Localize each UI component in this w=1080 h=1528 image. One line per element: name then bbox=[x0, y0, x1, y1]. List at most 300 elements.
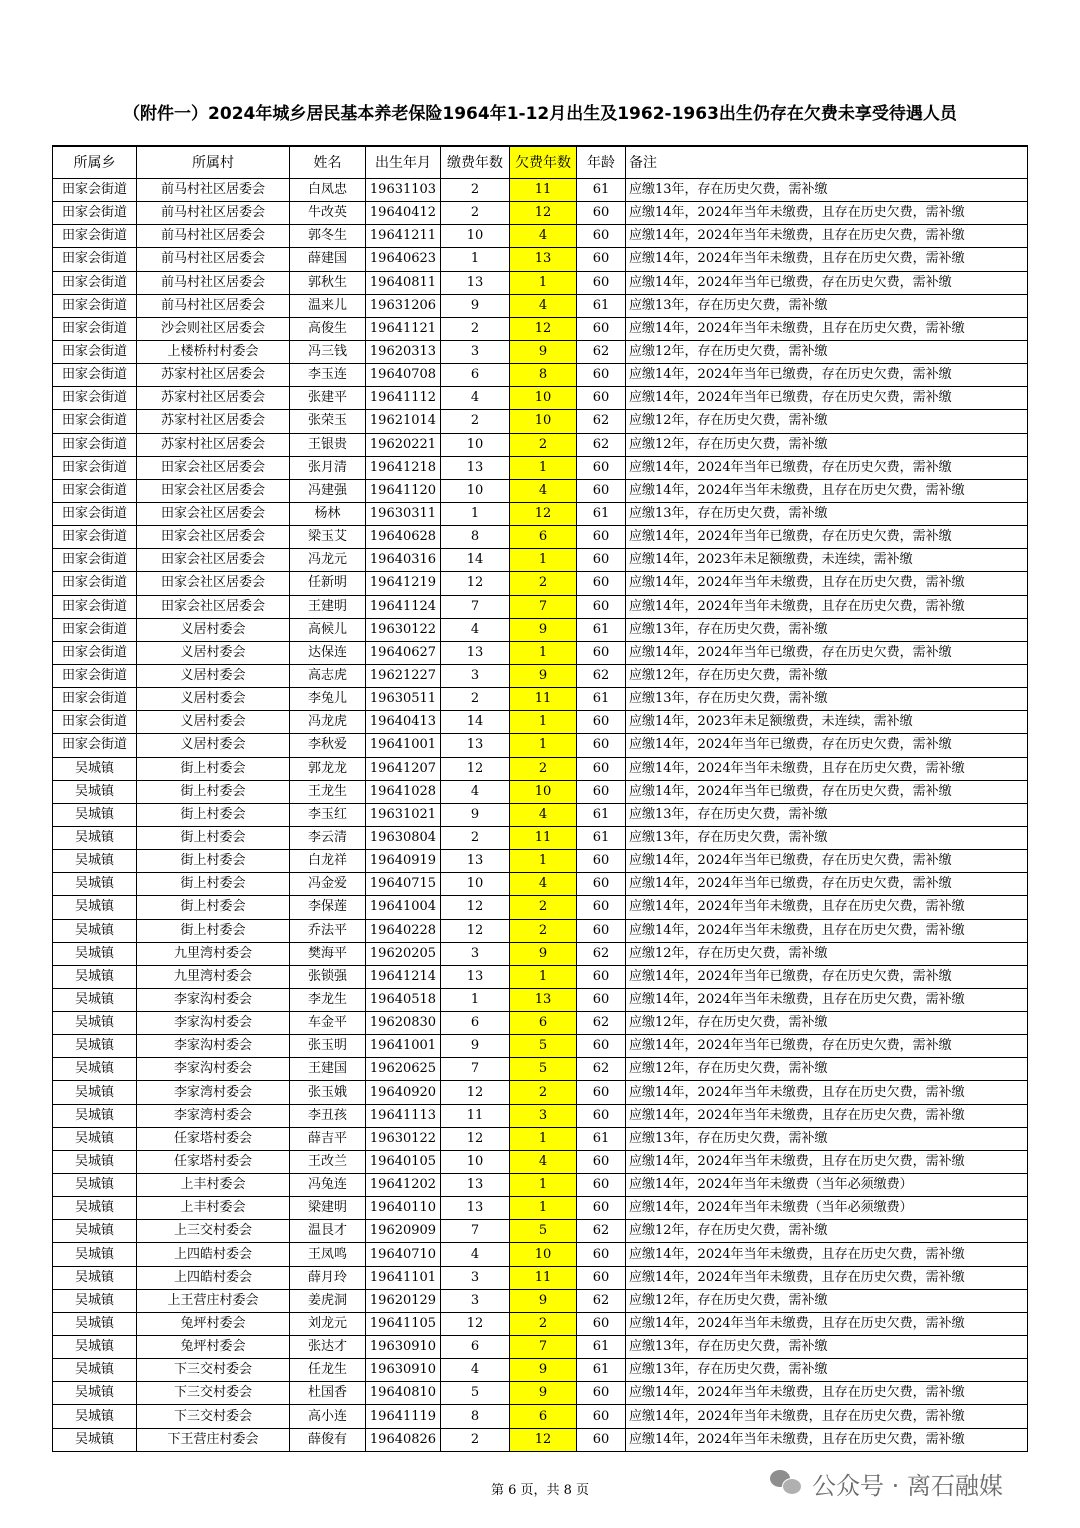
cell-remarks: 应缴13年，存在历史欠费，需补缴 bbox=[626, 1336, 1028, 1359]
cell-paid-years: 13 bbox=[441, 1197, 510, 1220]
cell-village: 下三交村委会 bbox=[137, 1359, 290, 1382]
cell-paid-years: 3 bbox=[441, 1266, 510, 1289]
cell-remarks: 应缴12年，存在历史欠费，需补缴 bbox=[626, 1012, 1028, 1035]
col-header-township: 所属乡 bbox=[53, 146, 137, 179]
cell-name: 王建明 bbox=[290, 595, 366, 618]
document-title: （附件一）2024年城乡居民基本养老保险1964年1-12月出生及1962-1963出生仍存在欠费未享受待遇人员 bbox=[123, 104, 957, 124]
cell-remarks: 应缴12年，存在历史欠费，需补缴 bbox=[626, 942, 1028, 965]
cell-name: 樊海平 bbox=[290, 942, 366, 965]
cell-paid-years: 4 bbox=[441, 780, 510, 803]
cell-name: 李玉连 bbox=[290, 364, 366, 387]
cell-township: 吴城镇 bbox=[53, 1382, 137, 1405]
table-header-row bbox=[53, 146, 1028, 179]
cell-paid-years: 4 bbox=[441, 387, 510, 410]
cell-name: 张建平 bbox=[290, 387, 366, 410]
cell-village: 上四皓村委会 bbox=[137, 1243, 290, 1266]
cell-township: 吴城镇 bbox=[53, 942, 137, 965]
cell-birth: 19620221 bbox=[366, 433, 441, 456]
cell-birth: 19630511 bbox=[366, 688, 441, 711]
cell-village: 上三交村委会 bbox=[137, 1220, 290, 1243]
table-row bbox=[53, 1359, 1028, 1382]
cell-village: 义居村委会 bbox=[137, 688, 290, 711]
cell-name: 高志虎 bbox=[290, 664, 366, 687]
cell-owed-years: 2 bbox=[510, 1312, 577, 1335]
cell-name: 高候儿 bbox=[290, 618, 366, 641]
cell-owed-years: 9 bbox=[510, 618, 577, 641]
cell-name: 姜虎洞 bbox=[290, 1289, 366, 1312]
cell-village: 街上村委会 bbox=[137, 896, 290, 919]
cell-owed-years: 4 bbox=[510, 803, 577, 826]
cell-owed-years: 2 bbox=[510, 1081, 577, 1104]
cell-remarks: 应缴14年，2024年当年未缴费，且存在历史欠费，需补缴 bbox=[626, 988, 1028, 1011]
cell-name: 冯龙虎 bbox=[290, 711, 366, 734]
cell-remarks: 应缴14年，2024年当年未缴费，且存在历史欠费，需补缴 bbox=[626, 1312, 1028, 1335]
cell-name: 郭冬生 bbox=[290, 225, 366, 248]
cell-owed-years: 1 bbox=[510, 965, 577, 988]
cell-township: 吴城镇 bbox=[53, 1104, 137, 1127]
cell-remarks: 应缴14年，2024年当年未缴费，且存在历史欠费，需补缴 bbox=[626, 248, 1028, 271]
cell-paid-years: 11 bbox=[441, 1104, 510, 1127]
cell-birth: 19641105 bbox=[366, 1312, 441, 1335]
cell-township: 田家会街道 bbox=[53, 271, 137, 294]
cell-owed-years: 1 bbox=[510, 549, 577, 572]
cell-name: 温艮才 bbox=[290, 1220, 366, 1243]
cell-birth: 19620909 bbox=[366, 1220, 441, 1243]
col-header-name: 姓名 bbox=[290, 146, 366, 179]
table-row bbox=[53, 850, 1028, 873]
cell-remarks: 应缴14年，2024年当年未缴费，且存在历史欠费，需补缴 bbox=[626, 317, 1028, 340]
cell-township: 吴城镇 bbox=[53, 1266, 137, 1289]
cell-age: 62 bbox=[577, 1058, 626, 1081]
cell-name: 白凤忠 bbox=[290, 179, 366, 202]
cell-birth: 19641218 bbox=[366, 456, 441, 479]
cell-name: 李玉红 bbox=[290, 803, 366, 826]
cell-birth: 19640920 bbox=[366, 1081, 441, 1104]
cell-remarks: 应缴12年，存在历史欠费，需补缴 bbox=[626, 433, 1028, 456]
cell-birth: 19640413 bbox=[366, 711, 441, 734]
cell-township: 田家会街道 bbox=[53, 294, 137, 317]
cell-owed-years: 10 bbox=[510, 780, 577, 803]
cell-age: 60 bbox=[577, 1382, 626, 1405]
cell-birth: 19641202 bbox=[366, 1174, 441, 1197]
cell-remarks: 应缴14年，2024年当年未缴费，且存在历史欠费，需补缴 bbox=[626, 572, 1028, 595]
table-row bbox=[53, 387, 1028, 410]
cell-village: 苏家村社区居委会 bbox=[137, 387, 290, 410]
cell-township: 吴城镇 bbox=[53, 826, 137, 849]
table-row bbox=[53, 1405, 1028, 1428]
cell-remarks: 应缴12年，存在历史欠费，需补缴 bbox=[626, 1289, 1028, 1312]
table-row bbox=[53, 988, 1028, 1011]
cell-remarks: 应缴14年，2024年当年未缴费，且存在历史欠费，需补缴 bbox=[626, 1104, 1028, 1127]
cell-owed-years: 5 bbox=[510, 1220, 577, 1243]
cell-village: 义居村委会 bbox=[137, 664, 290, 687]
table-row bbox=[53, 456, 1028, 479]
cell-age: 61 bbox=[577, 1336, 626, 1359]
cell-paid-years: 13 bbox=[441, 734, 510, 757]
cell-owed-years: 9 bbox=[510, 1289, 577, 1312]
cell-birth: 19621014 bbox=[366, 410, 441, 433]
cell-township: 田家会街道 bbox=[53, 317, 137, 340]
cell-village: 田家会社区居委会 bbox=[137, 502, 290, 525]
cell-owed-years: 4 bbox=[510, 873, 577, 896]
table-row bbox=[53, 340, 1028, 363]
cell-owed-years: 9 bbox=[510, 1382, 577, 1405]
cell-age: 62 bbox=[577, 1289, 626, 1312]
cell-name: 冯龙元 bbox=[290, 549, 366, 572]
cell-birth: 19620129 bbox=[366, 1289, 441, 1312]
cell-name: 牛改英 bbox=[290, 202, 366, 225]
cell-owed-years: 1 bbox=[510, 850, 577, 873]
cell-age: 60 bbox=[577, 595, 626, 618]
cell-township: 吴城镇 bbox=[53, 1081, 137, 1104]
table-row bbox=[53, 1150, 1028, 1173]
cell-paid-years: 12 bbox=[441, 757, 510, 780]
cell-owed-years: 1 bbox=[510, 271, 577, 294]
cell-name: 李秋爱 bbox=[290, 734, 366, 757]
cell-name: 李云清 bbox=[290, 826, 366, 849]
table-row bbox=[53, 965, 1028, 988]
cell-name: 张锁强 bbox=[290, 965, 366, 988]
cell-age: 60 bbox=[577, 225, 626, 248]
table-row bbox=[53, 1312, 1028, 1335]
cell-village: 李家湾村委会 bbox=[137, 1081, 290, 1104]
cell-village: 田家会社区居委会 bbox=[137, 572, 290, 595]
cell-paid-years: 3 bbox=[441, 340, 510, 363]
cell-age: 60 bbox=[577, 1405, 626, 1428]
cell-remarks: 应缴14年，2024年当年已缴费，存在历史欠费，需补缴 bbox=[626, 873, 1028, 896]
cell-township: 吴城镇 bbox=[53, 780, 137, 803]
cell-remarks: 应缴13年，存在历史欠费，需补缴 bbox=[626, 826, 1028, 849]
cell-remarks: 应缴14年，2024年当年未缴费，且存在历史欠费，需补缴 bbox=[626, 1382, 1028, 1405]
cell-owed-years: 9 bbox=[510, 942, 577, 965]
page-footer: 第 6 页，共 8 页 bbox=[490, 1483, 590, 1498]
cell-owed-years: 10 bbox=[510, 387, 577, 410]
cell-name: 温来儿 bbox=[290, 294, 366, 317]
cell-paid-years: 9 bbox=[441, 1035, 510, 1058]
cell-remarks: 应缴13年，存在历史欠费，需补缴 bbox=[626, 1127, 1028, 1150]
table-row bbox=[53, 1058, 1028, 1081]
table-row bbox=[53, 1127, 1028, 1150]
cell-township: 田家会街道 bbox=[53, 502, 137, 525]
cell-owed-years: 4 bbox=[510, 225, 577, 248]
cell-paid-years: 10 bbox=[441, 433, 510, 456]
cell-birth: 19640627 bbox=[366, 641, 441, 664]
cell-age: 61 bbox=[577, 179, 626, 202]
cell-remarks: 应缴14年，2024年当年未缴费，且存在历史欠费，需补缴 bbox=[626, 1150, 1028, 1173]
cell-township: 田家会街道 bbox=[53, 688, 137, 711]
table-row bbox=[53, 549, 1028, 572]
cell-owed-years: 3 bbox=[510, 1104, 577, 1127]
cell-birth: 19640826 bbox=[366, 1428, 441, 1451]
cell-age: 61 bbox=[577, 803, 626, 826]
cell-remarks: 应缴14年，2024年当年已缴费，存在历史欠费，需补缴 bbox=[626, 780, 1028, 803]
cell-township: 吴城镇 bbox=[53, 873, 137, 896]
cell-paid-years: 13 bbox=[441, 456, 510, 479]
table-row bbox=[53, 479, 1028, 502]
cell-name: 冯兔连 bbox=[290, 1174, 366, 1197]
cell-name: 梁玉艾 bbox=[290, 526, 366, 549]
cell-township: 吴城镇 bbox=[53, 1336, 137, 1359]
cell-township: 田家会街道 bbox=[53, 248, 137, 271]
cell-age: 60 bbox=[577, 317, 626, 340]
cell-village: 九里湾村委会 bbox=[137, 965, 290, 988]
table-row bbox=[53, 618, 1028, 641]
cell-birth: 19641113 bbox=[366, 1104, 441, 1127]
cell-township: 吴城镇 bbox=[53, 1405, 137, 1428]
cell-name: 薛俊有 bbox=[290, 1428, 366, 1451]
cell-name: 杨林 bbox=[290, 502, 366, 525]
cell-birth: 19641219 bbox=[366, 572, 441, 595]
cell-village: 九里湾村委会 bbox=[137, 942, 290, 965]
cell-township: 吴城镇 bbox=[53, 757, 137, 780]
cell-age: 60 bbox=[577, 873, 626, 896]
cell-paid-years: 2 bbox=[441, 826, 510, 849]
cell-owed-years: 1 bbox=[510, 641, 577, 664]
col-header-birth: 出生年月 bbox=[366, 146, 441, 179]
table-row bbox=[53, 410, 1028, 433]
cell-township: 田家会街道 bbox=[53, 479, 137, 502]
cell-owed-years: 2 bbox=[510, 572, 577, 595]
cell-paid-years: 6 bbox=[441, 1336, 510, 1359]
cell-birth: 19641028 bbox=[366, 780, 441, 803]
cell-birth: 19640710 bbox=[366, 1243, 441, 1266]
cell-township: 吴城镇 bbox=[53, 1150, 137, 1173]
table-row bbox=[53, 502, 1028, 525]
cell-village: 街上村委会 bbox=[137, 757, 290, 780]
cell-township: 田家会街道 bbox=[53, 433, 137, 456]
cell-remarks: 应缴14年，2024年当年未缴费，且存在历史欠费，需补缴 bbox=[626, 1405, 1028, 1428]
table-row bbox=[53, 1197, 1028, 1220]
cell-age: 60 bbox=[577, 1104, 626, 1127]
cell-birth: 19641211 bbox=[366, 225, 441, 248]
cell-owed-years: 1 bbox=[510, 734, 577, 757]
cell-birth: 19620830 bbox=[366, 1012, 441, 1035]
cell-township: 吴城镇 bbox=[53, 1127, 137, 1150]
col-header-paid-years: 缴费年数 bbox=[441, 146, 510, 179]
col-header-remarks: 备注 bbox=[626, 146, 1028, 179]
cell-remarks: 应缴13年，存在历史欠费，需补缴 bbox=[626, 803, 1028, 826]
cell-paid-years: 5 bbox=[441, 1382, 510, 1405]
cell-paid-years: 12 bbox=[441, 919, 510, 942]
cell-remarks: 应缴14年，2024年当年已缴费，存在历史欠费，需补缴 bbox=[626, 526, 1028, 549]
cell-remarks: 应缴14年，2024年当年未缴费（当年必须缴费） bbox=[626, 1197, 1028, 1220]
cell-name: 刘龙元 bbox=[290, 1312, 366, 1335]
cell-paid-years: 3 bbox=[441, 1289, 510, 1312]
cell-village: 田家会社区居委会 bbox=[137, 595, 290, 618]
cell-remarks: 应缴14年，2024年当年未缴费，且存在历史欠费，需补缴 bbox=[626, 202, 1028, 225]
cell-township: 田家会街道 bbox=[53, 734, 137, 757]
cell-paid-years: 14 bbox=[441, 711, 510, 734]
cell-owed-years: 7 bbox=[510, 595, 577, 618]
cell-name: 王龙生 bbox=[290, 780, 366, 803]
cell-village: 任家塔村委会 bbox=[137, 1150, 290, 1173]
cell-township: 吴城镇 bbox=[53, 1174, 137, 1197]
table-row bbox=[53, 664, 1028, 687]
cell-township: 吴城镇 bbox=[53, 1197, 137, 1220]
wechat-icon bbox=[770, 1470, 802, 1496]
cell-name: 杜国香 bbox=[290, 1382, 366, 1405]
cell-remarks: 应缴14年，2024年当年未缴费，且存在历史欠费，需补缴 bbox=[626, 757, 1028, 780]
table-row bbox=[53, 896, 1028, 919]
cell-name: 王建国 bbox=[290, 1058, 366, 1081]
cell-age: 61 bbox=[577, 688, 626, 711]
cell-township: 吴城镇 bbox=[53, 1289, 137, 1312]
cell-remarks: 应缴14年，2024年当年未缴费，且存在历史欠费，需补缴 bbox=[626, 1266, 1028, 1289]
cell-name: 郭秋生 bbox=[290, 271, 366, 294]
cell-township: 吴城镇 bbox=[53, 803, 137, 826]
arrears-table bbox=[52, 145, 1028, 1452]
cell-township: 田家会街道 bbox=[53, 549, 137, 572]
table-row bbox=[53, 1428, 1028, 1451]
table-row bbox=[53, 1012, 1028, 1035]
cell-birth: 19640518 bbox=[366, 988, 441, 1011]
cell-birth: 19640105 bbox=[366, 1150, 441, 1173]
cell-remarks: 应缴12年，存在历史欠费，需补缴 bbox=[626, 340, 1028, 363]
cell-paid-years: 13 bbox=[441, 965, 510, 988]
cell-age: 60 bbox=[577, 896, 626, 919]
cell-name: 李兔儿 bbox=[290, 688, 366, 711]
cell-paid-years: 12 bbox=[441, 1127, 510, 1150]
cell-birth: 19640412 bbox=[366, 202, 441, 225]
cell-village: 义居村委会 bbox=[137, 734, 290, 757]
cell-birth: 19641119 bbox=[366, 1405, 441, 1428]
table-row bbox=[53, 1220, 1028, 1243]
cell-remarks: 应缴13年，存在历史欠费，需补缴 bbox=[626, 179, 1028, 202]
cell-age: 60 bbox=[577, 780, 626, 803]
cell-paid-years: 14 bbox=[441, 549, 510, 572]
cell-village: 街上村委会 bbox=[137, 780, 290, 803]
cell-paid-years: 1 bbox=[441, 248, 510, 271]
cell-paid-years: 9 bbox=[441, 294, 510, 317]
cell-birth: 19641124 bbox=[366, 595, 441, 618]
cell-name: 梁建明 bbox=[290, 1197, 366, 1220]
cell-age: 60 bbox=[577, 641, 626, 664]
cell-birth: 19630910 bbox=[366, 1359, 441, 1382]
table-row bbox=[53, 179, 1028, 202]
cell-village: 前马村社区居委会 bbox=[137, 202, 290, 225]
cell-owed-years: 9 bbox=[510, 1359, 577, 1382]
cell-remarks: 应缴14年，2023年未足额缴费，未连续，需补缴 bbox=[626, 711, 1028, 734]
cell-remarks: 应缴14年，2024年当年未缴费，且存在历史欠费，需补缴 bbox=[626, 479, 1028, 502]
cell-village: 下三交村委会 bbox=[137, 1405, 290, 1428]
cell-age: 61 bbox=[577, 294, 626, 317]
cell-paid-years: 12 bbox=[441, 1312, 510, 1335]
cell-village: 兔坪村委会 bbox=[137, 1312, 290, 1335]
cell-birth: 19640628 bbox=[366, 526, 441, 549]
cell-village: 上丰村委会 bbox=[137, 1174, 290, 1197]
cell-birth: 19641101 bbox=[366, 1266, 441, 1289]
cell-village: 义居村委会 bbox=[137, 711, 290, 734]
cell-paid-years: 13 bbox=[441, 641, 510, 664]
cell-township: 田家会街道 bbox=[53, 410, 137, 433]
cell-name: 张月清 bbox=[290, 456, 366, 479]
cell-age: 60 bbox=[577, 387, 626, 410]
cell-village: 李家沟村委会 bbox=[137, 988, 290, 1011]
cell-paid-years: 13 bbox=[441, 1174, 510, 1197]
cell-owed-years: 8 bbox=[510, 364, 577, 387]
table-row bbox=[53, 919, 1028, 942]
cell-village: 街上村委会 bbox=[137, 873, 290, 896]
table-row bbox=[53, 225, 1028, 248]
cell-birth: 19640811 bbox=[366, 271, 441, 294]
cell-owed-years: 4 bbox=[510, 479, 577, 502]
table-row bbox=[53, 1336, 1028, 1359]
cell-age: 60 bbox=[577, 479, 626, 502]
cell-township: 吴城镇 bbox=[53, 919, 137, 942]
table-row bbox=[53, 1104, 1028, 1127]
cell-township: 田家会街道 bbox=[53, 387, 137, 410]
cell-birth: 19631103 bbox=[366, 179, 441, 202]
cell-birth: 19621227 bbox=[366, 664, 441, 687]
cell-birth: 19630122 bbox=[366, 618, 441, 641]
cell-remarks: 应缴14年，2024年当年已缴费，存在历史欠费，需补缴 bbox=[626, 271, 1028, 294]
cell-age: 62 bbox=[577, 340, 626, 363]
cell-birth: 19641004 bbox=[366, 896, 441, 919]
cell-paid-years: 13 bbox=[441, 271, 510, 294]
cell-township: 吴城镇 bbox=[53, 850, 137, 873]
cell-village: 前马村社区居委会 bbox=[137, 225, 290, 248]
table-row bbox=[53, 803, 1028, 826]
cell-age: 60 bbox=[577, 1266, 626, 1289]
cell-owed-years: 10 bbox=[510, 410, 577, 433]
cell-paid-years: 10 bbox=[441, 1150, 510, 1173]
cell-age: 61 bbox=[577, 1127, 626, 1150]
cell-village: 上王营庄村委会 bbox=[137, 1289, 290, 1312]
cell-remarks: 应缴14年，2024年当年未缴费，且存在历史欠费，需补缴 bbox=[626, 1428, 1028, 1451]
cell-remarks: 应缴14年，2024年当年已缴费，存在历史欠费，需补缴 bbox=[626, 364, 1028, 387]
cell-owed-years: 4 bbox=[510, 294, 577, 317]
cell-township: 吴城镇 bbox=[53, 1359, 137, 1382]
cell-age: 60 bbox=[577, 364, 626, 387]
cell-paid-years: 7 bbox=[441, 1220, 510, 1243]
cell-paid-years: 6 bbox=[441, 364, 510, 387]
cell-township: 田家会街道 bbox=[53, 340, 137, 363]
cell-village: 田家会社区居委会 bbox=[137, 456, 290, 479]
cell-paid-years: 6 bbox=[441, 1012, 510, 1035]
cell-birth: 19630122 bbox=[366, 1127, 441, 1150]
cell-remarks: 应缴12年，存在历史欠费，需补缴 bbox=[626, 1058, 1028, 1081]
cell-birth: 19641001 bbox=[366, 1035, 441, 1058]
cell-village: 李家沟村委会 bbox=[137, 1012, 290, 1035]
cell-paid-years: 1 bbox=[441, 502, 510, 525]
cell-paid-years: 3 bbox=[441, 664, 510, 687]
cell-remarks: 应缴14年，2024年当年未缴费（当年必须缴费） bbox=[626, 1174, 1028, 1197]
cell-remarks: 应缴14年，2024年当年已缴费，存在历史欠费，需补缴 bbox=[626, 456, 1028, 479]
cell-owed-years: 12 bbox=[510, 317, 577, 340]
cell-age: 60 bbox=[577, 711, 626, 734]
cell-age: 60 bbox=[577, 965, 626, 988]
cell-paid-years: 2 bbox=[441, 179, 510, 202]
cell-name: 李保莲 bbox=[290, 896, 366, 919]
table-row bbox=[53, 1243, 1028, 1266]
cell-owed-years: 2 bbox=[510, 896, 577, 919]
cell-birth: 19641121 bbox=[366, 317, 441, 340]
cell-birth: 19631021 bbox=[366, 803, 441, 826]
cell-remarks: 应缴12年，存在历史欠费，需补缴 bbox=[626, 1220, 1028, 1243]
cell-age: 60 bbox=[577, 850, 626, 873]
cell-owed-years: 6 bbox=[510, 526, 577, 549]
cell-village: 前马村社区居委会 bbox=[137, 179, 290, 202]
cell-village: 苏家村社区居委会 bbox=[137, 433, 290, 456]
table-row bbox=[53, 873, 1028, 896]
cell-paid-years: 12 bbox=[441, 572, 510, 595]
cell-age: 60 bbox=[577, 1243, 626, 1266]
cell-owed-years: 6 bbox=[510, 1012, 577, 1035]
cell-remarks: 应缴14年，2024年当年已缴费，存在历史欠费，需补缴 bbox=[626, 965, 1028, 988]
cell-village: 沙会则社区居委会 bbox=[137, 317, 290, 340]
cell-age: 60 bbox=[577, 526, 626, 549]
table-row bbox=[53, 317, 1028, 340]
